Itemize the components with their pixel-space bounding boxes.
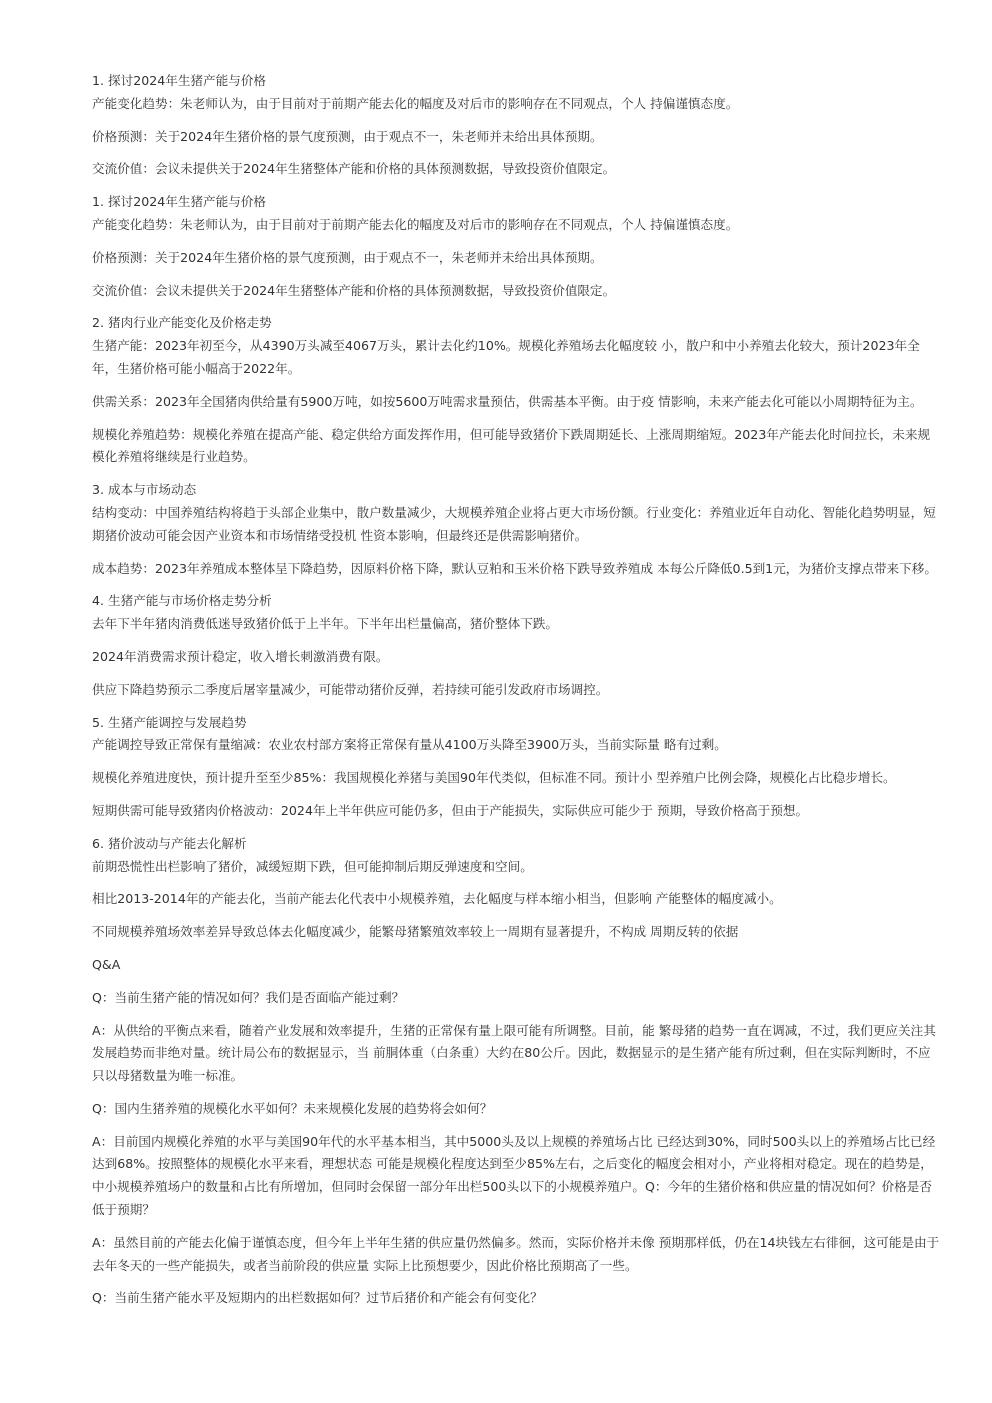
section-2 <box>92 312 940 469</box>
section-5 <box>92 712 940 823</box>
answer: A：虽然目前的产能去化偏于谨慎态度，但今年上半年生猪的供应量仍然偏多。然而，实际价格并未像 预期那样低，仍在14块钱左右徘徊，这可能是由于去年冬天的一些产能损失，或者当前阶段的供应量 实际上比预想要少，因此价格比预期高了一些。 <box>92 1234 940 1273</box>
paragraph: 短期供需可能导致猪肉价格波动：2024年上半年供应可能仍多，但由于产能损失，实际供应可能少于 预期，导致价格高于预想。 <box>92 802 809 818</box>
paragraph: 产能调控导致正常保有量缩减：农业农村部方案将正常保有量从4100万头降至3900万头，当前实际量 略有过剩。 <box>92 737 727 753</box>
paragraph: 去年下半年猪肉消费低迷导致猪价低于上半年。下半年出栏量偏高，猪价整体下跌。 <box>92 616 558 632</box>
question: Q：当前生猪产能的情况如何？我们是否面临产能过剩？ <box>92 989 405 1005</box>
paragraph: 交流价值：会议未提供关于2024年生猪整体产能和价格的具体预测数据，导致投资价值限定。 <box>92 161 616 177</box>
answer: A：目前国内规模化养殖的水平与美国90年代的水平基本相当，其中5000头及以上规模的养殖场占比 已经达到30%，同时500头以上的养殖场占比已经达到68%。按照整体的规模化水平来看，理想状态 可能是规模化程度达到至少85%左右，之后变化的幅度会相对小，产业将相对稳定。现在的趋势是，中小规模养殖场户的数量和占比有所增加，但同时会保留一部分年出栏500头以下的小规模养殖户。Q：今年的生猪价格和供应量的情况如何？价格是否低于预期？ <box>92 1133 936 1218</box>
section-heading: 1. 探讨2024年生猪产能与价格 <box>92 194 267 210</box>
paragraph: 前期恐慌性出栏影响了猪价，减缓短期下跌，但可能抑制后期反弹速度和空间。 <box>92 858 533 874</box>
section-heading: 2. 猪肉行业产能变化及价格走势 <box>92 315 272 331</box>
paragraph: 规模化养殖进度快，预计提升至至少85%：我国规模化养猪与美国90年代类似，但标准不同。预计小 型养殖户比例会降，规模化占比稳步增长。 <box>92 770 896 786</box>
paragraph: 价格预测：关于2024年生猪价格的景气度预测，由于观点不一，朱老师并未给出具体预期。 <box>92 128 603 144</box>
section-1b <box>92 191 940 302</box>
qa-section <box>92 954 940 1310</box>
paragraph: 供需关系：2023年全国猪肉供给量有5900万吨，如按5600万吨需求量预估，供需基本平衡。由于疫 情影响，未来产能去化可能以小周期特征为主。 <box>92 393 923 409</box>
paragraph: 供应下降趋势预示二季度后屠宰量减少，可能带动猪价反弹，若持续可能引发政府市场调控。 <box>92 681 609 697</box>
section-1a <box>92 70 940 181</box>
paragraph: 规模化养殖趋势：规模化养殖在提高产能、稳定供给方面发挥作用，但可能导致猪价下跌周期延长、上涨周期缩短。2023年产能去化时间拉长，未来规模化养殖将继续是行业趋势。 <box>92 426 931 465</box>
paragraph: 生猪产能：2023年初至今，从4390万头减至4067万头，累计去化约10%。规模化养殖场去化幅度较 小，散户和中小养殖去化较大，预计2023年全年，生猪价格可能小幅高于2022年。 <box>92 338 920 376</box>
section-6 <box>92 833 940 944</box>
section-heading: 5. 生猪产能调控与发展趋势 <box>92 714 247 730</box>
section-heading: 4. 生猪产能与市场价格走势分析 <box>92 593 272 609</box>
paragraph: 2024年消费需求预计稳定，收入增长刺激消费有限。 <box>92 648 389 664</box>
section-heading: 3. 成本与市场动态 <box>92 482 197 498</box>
section-heading: 1. 探讨2024年生猪产能与价格 <box>92 73 267 88</box>
section-3 <box>92 479 940 580</box>
paragraph: 相比2013-2014年的产能去化，当前产能去化代表中小规模养殖，去化幅度与样本缩小相当，但影响 产能整体的幅度减小。 <box>92 891 782 907</box>
paragraph: 不同规模养殖场效率差异导致总体去化幅度减少，能繁母猪繁殖效率较上一周期有显著提升，不构成 周期反转的依据 <box>92 924 739 940</box>
question: Q：当前生猪产能水平及短期内的出栏数据如何？过节后猪价和产能会有何变化？ <box>92 1290 543 1306</box>
section-heading: 6. 猪价波动与产能去化解析 <box>92 835 247 851</box>
section-4 <box>92 590 940 701</box>
paragraph: 价格预测：关于2024年生猪价格的景气度预测，由于观点不一，朱老师并未给出具体预期。 <box>92 249 603 265</box>
paragraph: 产能变化趋势：朱老师认为，由于目前对于前期产能去化的幅度及对后市的影响存在不同观点，个人 持偏谨慎态度。 <box>92 216 739 232</box>
paragraph: 结构变动：中国养殖结构将趋于头部企业集中，散户数量减少，大规模养殖企业将占更大市场份额。行业变化：养殖业近年自动化、智能化趋势明显，短期猪价波动可能会因产业资本和市场情绪受投机 性资本影响，但最终还是供需影响猪价。 <box>92 504 936 543</box>
paragraph: 产能变化趋势：朱老师认为，由于目前对于前期产能去化的幅度及对后市的影响存在不同观点，个人 持偏谨慎态度。 <box>92 95 739 111</box>
paragraph: 成本趋势：2023年养殖成本整体呈下降趋势，因原料价格下降，默认豆粕和玉米价格下跌导致养殖成 本每公斤降低0.5到1元，为猪价支撑点带来下移。 <box>92 560 937 576</box>
paragraph: 交流价值：会议未提供关于2024年生猪整体产能和价格的具体预测数据，导致投资价值限定。 <box>92 282 616 298</box>
qa-heading: Q&A <box>92 956 121 972</box>
question: Q：国内生猪养殖的规模化水平如何？未来规模化发展的趋势将会如何？ <box>92 1100 493 1116</box>
answer: A：从供给的平衡点来看，随着产业发展和效率提升，生猪的正常保有量上限可能有所调整。目前，能 繁母猪的趋势一直在调减，不过，我们更应关注其发展趋势而非绝对量。统计局公布的数据显示，当 前胴体重（白条重）大约在80公斤。因此，数据显示的是生猪产能有所过剩，但在实际判断时，不应 只以母猪数量为唯一标准。 <box>92 1022 936 1084</box>
